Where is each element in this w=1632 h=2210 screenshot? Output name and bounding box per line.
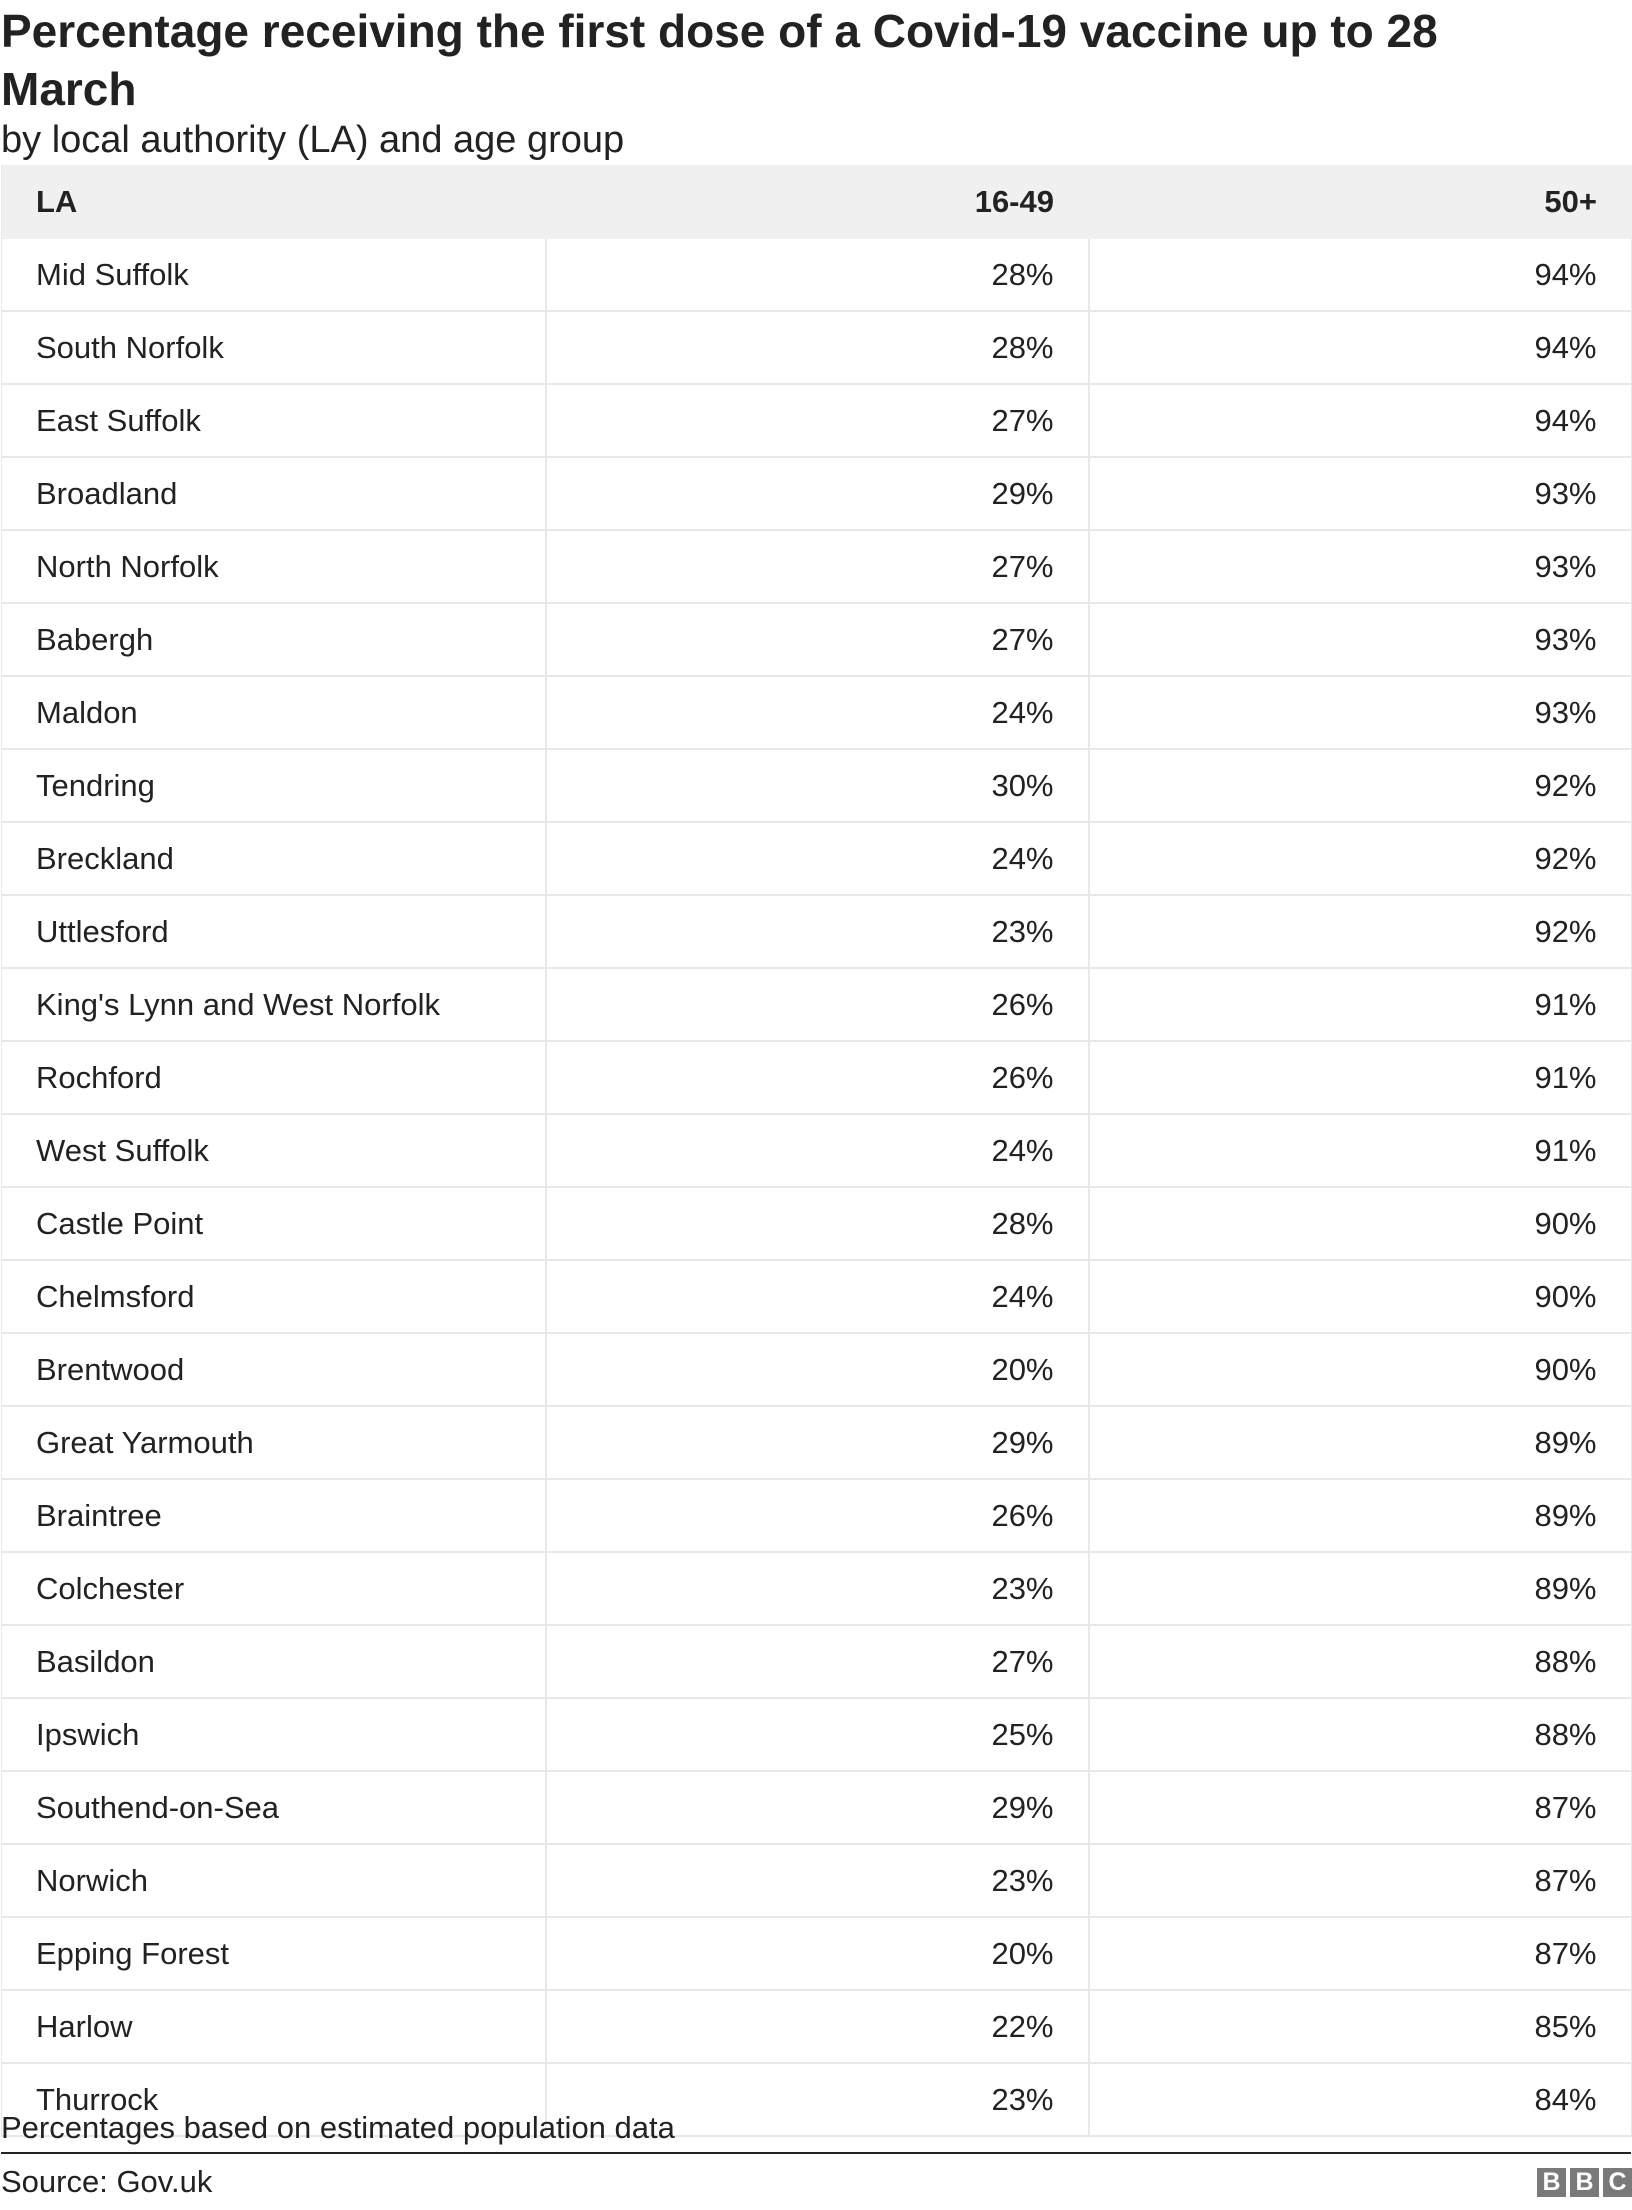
la-name-cell: Harlow [2,1990,546,2063]
age-50-plus-cell: 88% [1089,1625,1632,1698]
chart-title: Percentage receiving the first dose of a Covid-19 vaccine up to 28 March [1,5,1438,115]
table-row [2,530,1632,603]
age-50-plus-cell: 93% [1089,603,1632,676]
age-16-49-cell: 30% [546,749,1089,822]
age-50-plus-cell: 94% [1089,311,1632,384]
age-16-49-cell: 20% [546,1917,1089,1990]
age-16-49-cell: 28% [546,239,1089,311]
table-body [2,239,1632,2136]
table-row [2,1625,1632,1698]
table-row [2,1990,1632,2063]
la-name-cell: Castle Point [2,1187,546,1260]
la-name-cell: Brentwood [2,1333,546,1406]
table-row [2,895,1632,968]
bbc-logo-letter: B [1537,2168,1566,2197]
la-name-cell: East Suffolk [2,384,546,457]
age-16-49-cell: 28% [546,311,1089,384]
table-row [2,1333,1632,1406]
la-name-cell: Rochford [2,1041,546,1114]
la-name-cell: Norwich [2,1844,546,1917]
la-name-cell: West Suffolk [2,1114,546,1187]
age-50-plus-cell: 89% [1089,1479,1632,1552]
age-16-49-cell: 29% [546,457,1089,530]
column-header-50-plus: 50+ [1089,165,1632,239]
age-50-plus-cell: 89% [1089,1406,1632,1479]
la-name-cell: Basildon [2,1625,546,1698]
age-50-plus-cell: 91% [1089,968,1632,1041]
table-row [2,603,1632,676]
age-50-plus-cell: 90% [1089,1260,1632,1333]
age-16-49-cell: 29% [546,1406,1089,1479]
la-name-cell: Thurrock [2,2063,546,2136]
table-row [2,457,1632,530]
age-50-plus-cell: 92% [1089,749,1632,822]
table-row [2,384,1632,457]
column-header-la: LA [2,165,546,239]
la-name-cell: North Norfolk [2,530,546,603]
la-name-cell: Uttlesford [2,895,546,968]
age-16-49-cell: 20% [546,1333,1089,1406]
table-row [2,749,1632,822]
age-16-49-cell: 27% [546,530,1089,603]
age-16-49-cell: 26% [546,1479,1089,1552]
table-row [2,1552,1632,1625]
age-16-49-cell: 28% [546,1187,1089,1260]
la-name-cell: Colchester [2,1552,546,1625]
footnote: Percentages based on estimated population data [1,2110,675,2145]
age-50-plus-cell: 94% [1089,384,1632,457]
age-50-plus-cell: 93% [1089,457,1632,530]
table-row [2,1771,1632,1844]
age-50-plus-cell: 93% [1089,530,1632,603]
table-row [2,1698,1632,1771]
age-50-plus-cell: 93% [1089,676,1632,749]
age-16-49-cell: 24% [546,676,1089,749]
age-50-plus-cell: 92% [1089,895,1632,968]
age-16-49-cell: 26% [546,1041,1089,1114]
table-row [2,1260,1632,1333]
la-name-cell: Mid Suffolk [2,239,546,311]
la-name-cell: King's Lynn and West Norfolk [2,968,546,1041]
bbc-logo-letter: C [1603,2168,1632,2197]
la-name-cell: South Norfolk [2,311,546,384]
column-header-16-49: 16-49 [546,165,1089,239]
vaccine-table [1,165,1632,2137]
table-row [2,1479,1632,1552]
age-16-49-cell: 27% [546,384,1089,457]
table-row [2,1041,1632,1114]
la-name-cell: Tendring [2,749,546,822]
la-name-cell: Broadland [2,457,546,530]
age-50-plus-cell: 90% [1089,1187,1632,1260]
la-name-cell: Chelmsford [2,1260,546,1333]
age-16-49-cell: 24% [546,822,1089,895]
age-50-plus-cell: 87% [1089,1844,1632,1917]
age-16-49-cell: 27% [546,603,1089,676]
la-name-cell: Great Yarmouth [2,1406,546,1479]
age-50-plus-cell: 88% [1089,1698,1632,1771]
age-50-plus-cell: 85% [1089,1990,1632,2063]
age-16-49-cell: 23% [546,1552,1089,1625]
chart-subtitle: by local authority (LA) and age group [1,119,625,161]
age-50-plus-cell: 92% [1089,822,1632,895]
footer-divider [1,2152,1631,2154]
age-16-49-cell: 24% [546,1114,1089,1187]
table-row [2,1844,1632,1917]
age-16-49-cell: 24% [546,1260,1089,1333]
age-16-49-cell: 23% [546,895,1089,968]
age-50-plus-cell: 91% [1089,1114,1632,1187]
age-16-49-cell: 26% [546,968,1089,1041]
la-name-cell: Epping Forest [2,1917,546,1990]
la-name-cell: Braintree [2,1479,546,1552]
table-row [2,968,1632,1041]
age-16-49-cell: 29% [546,1771,1089,1844]
age-50-plus-cell: 89% [1089,1552,1632,1625]
age-50-plus-cell: 91% [1089,1041,1632,1114]
age-16-49-cell: 23% [546,1844,1089,1917]
table-row [2,311,1632,384]
bbc-logo-letter: B [1570,2168,1599,2197]
la-name-cell: Maldon [2,676,546,749]
table-row [2,822,1632,895]
la-name-cell: Ipswich [2,1698,546,1771]
age-16-49-cell: 22% [546,1990,1089,2063]
age-16-49-cell: 27% [546,1625,1089,1698]
table-row [2,1406,1632,1479]
age-50-plus-cell: 94% [1089,239,1632,311]
age-50-plus-cell: 84% [1089,2063,1632,2136]
table-header-row [2,165,1632,239]
table-row [2,239,1632,311]
age-50-plus-cell: 87% [1089,1917,1632,1990]
age-16-49-cell: 23% [546,2063,1089,2136]
age-16-49-cell: 25% [546,1698,1089,1771]
bbc-logo [1537,2168,1632,2197]
age-50-plus-cell: 87% [1089,1771,1632,1844]
table-row [2,676,1632,749]
la-name-cell: Southend-on-Sea [2,1771,546,1844]
la-name-cell: Babergh [2,603,546,676]
table-row [2,1917,1632,1990]
table-row [2,1187,1632,1260]
age-50-plus-cell: 90% [1089,1333,1632,1406]
la-name-cell: Breckland [2,822,546,895]
table-row [2,1114,1632,1187]
source-label: Source: Gov.uk [1,2164,213,2199]
